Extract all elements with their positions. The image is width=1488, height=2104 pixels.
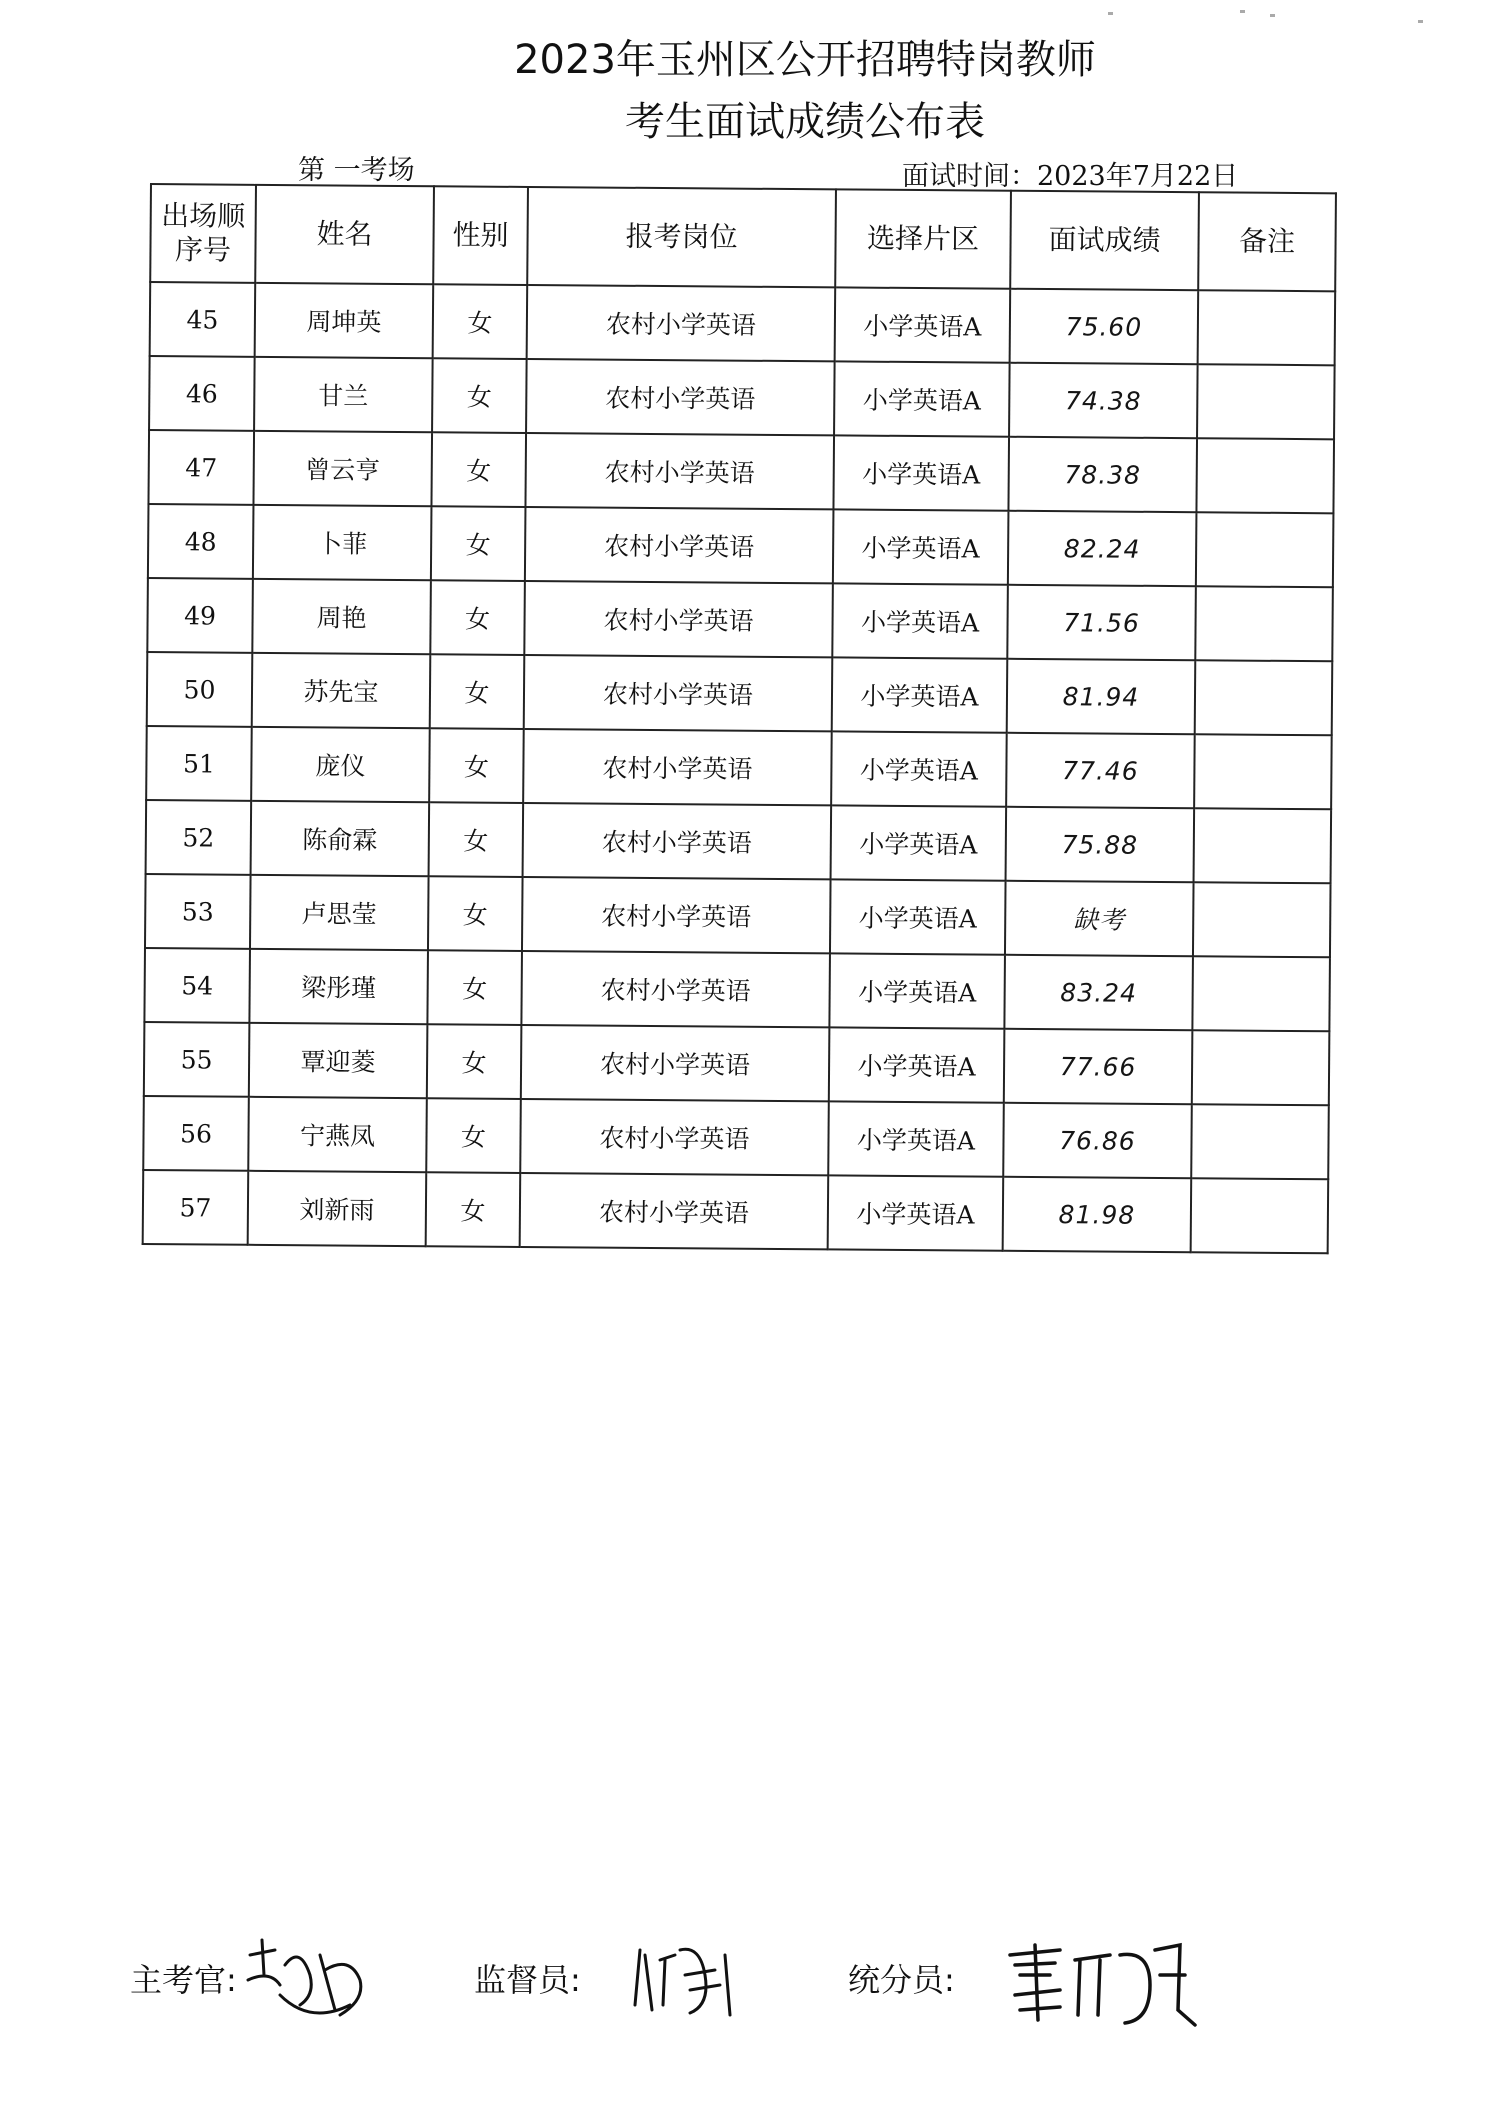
cell-name: 刘新雨: [248, 1171, 427, 1246]
cell-name: 庞仪: [251, 727, 430, 802]
cell-area: 小学英语A: [832, 583, 1008, 658]
score-table: [142, 183, 1337, 1254]
cell-note: [1197, 364, 1335, 439]
table-row: [145, 874, 1331, 957]
cell-gender: 女: [429, 728, 524, 803]
cell-area: 小学英语A: [828, 1175, 1004, 1250]
table-row: [146, 800, 1332, 883]
cell-seq: 47: [148, 430, 254, 505]
header-score: 面试成绩: [1010, 191, 1199, 290]
cell-seq: 52: [146, 800, 252, 875]
cell-score: 74.38: [1009, 363, 1198, 438]
cell-seq: 50: [147, 652, 253, 727]
cell-seq: 48: [148, 504, 254, 579]
cell-seq: 46: [149, 356, 255, 431]
cell-area: 小学英语A: [833, 509, 1009, 584]
cell-score: 75.88: [1006, 807, 1195, 882]
cell-position: 农村小学英语: [523, 803, 832, 879]
cell-name: 周艳: [252, 579, 431, 654]
table-row: [146, 726, 1332, 809]
cell-gender: 女: [430, 580, 525, 655]
header-area: 选择片区: [835, 189, 1011, 288]
cell-position: 农村小学英语: [521, 1025, 830, 1101]
table-row: [150, 282, 1336, 365]
cell-area: 小学英语A: [831, 805, 1007, 880]
cell-seq: 53: [145, 874, 251, 949]
cell-score: 76.86: [1003, 1103, 1192, 1178]
cell-name: 梁彤瑾: [249, 949, 428, 1024]
table-row: [144, 1022, 1330, 1105]
cell-name: 甘兰: [254, 357, 433, 432]
table-header-row: [150, 184, 1336, 291]
supervisor-signature: [630, 1935, 740, 2025]
cell-gender: 女: [430, 654, 525, 729]
table-row: [149, 356, 1335, 439]
scan-speck: [1270, 14, 1275, 17]
cell-gender: 女: [431, 506, 526, 581]
cell-name: 苏先宝: [252, 653, 431, 728]
table-row: [143, 1170, 1329, 1253]
header-position: 报考岗位: [527, 187, 836, 287]
cell-position: 农村小学英语: [520, 1173, 829, 1249]
cell-position: 农村小学英语: [522, 877, 831, 953]
cell-position: 农村小学英语: [525, 507, 834, 583]
cell-gender: 女: [432, 358, 527, 433]
cell-position: 农村小学英语: [524, 581, 833, 657]
cell-name: 卜菲: [253, 505, 432, 580]
table-row: [148, 504, 1334, 587]
document-title-line2: 考生面试成绩公布表: [625, 99, 985, 145]
cell-gender: 女: [433, 284, 528, 359]
header-seq: 出场顺序号: [150, 184, 256, 283]
cell-note: [1191, 1178, 1329, 1253]
supervisor-label: 监督员:: [474, 1961, 581, 1999]
cell-seq: 51: [146, 726, 252, 801]
cell-note: [1196, 438, 1334, 513]
cell-name: 卢思莹: [250, 875, 429, 950]
cell-position: 农村小学英语: [520, 1099, 829, 1175]
cell-score: 83.24: [1004, 955, 1193, 1030]
table-row: [144, 948, 1330, 1031]
cell-score: 81.94: [1007, 659, 1196, 734]
table-row: [148, 430, 1334, 513]
header-gender: 性别: [433, 186, 528, 285]
cell-note: [1192, 956, 1330, 1031]
cell-note: [1195, 586, 1333, 661]
cell-seq: 57: [143, 1170, 249, 1245]
cell-area: 小学英语A: [830, 879, 1006, 954]
chief-examiner-label: 主考官:: [130, 1961, 237, 1999]
cell-score: 75.60: [1010, 289, 1199, 364]
cell-score: 缺考: [1005, 881, 1194, 956]
cell-name: 宁燕凤: [248, 1097, 427, 1172]
cell-seq: 45: [150, 282, 256, 357]
cell-position: 农村小学英语: [525, 433, 834, 509]
cell-name: 曾云亨: [253, 431, 432, 506]
scan-speck: [1418, 20, 1423, 23]
cell-gender: 女: [427, 950, 522, 1025]
cell-note: [1196, 512, 1334, 587]
cell-area: 小学英语A: [829, 1027, 1005, 1102]
cell-area: 小学英语A: [828, 1101, 1004, 1176]
cell-note: [1193, 882, 1331, 957]
chief-examiner-signature: [240, 1935, 380, 2025]
table-row: [147, 578, 1333, 661]
cell-area: 小学英语A: [832, 657, 1008, 732]
scan-speck: [1108, 12, 1113, 15]
cell-position: 农村小学英语: [524, 655, 833, 731]
cell-position: 农村小学英语: [526, 359, 835, 435]
cell-area: 小学英语A: [834, 361, 1010, 436]
cell-note: [1198, 290, 1336, 365]
cell-score: 77.46: [1006, 733, 1195, 808]
cell-score: 82.24: [1008, 511, 1197, 586]
scorer-signature: [1000, 1935, 1200, 2035]
exam-venue: 第 一考场: [298, 155, 415, 186]
cell-position: 农村小学英语: [523, 729, 832, 805]
cell-area: 小学英语A: [829, 953, 1005, 1028]
cell-seq: 55: [144, 1022, 250, 1097]
cell-name: 陈俞霖: [251, 801, 430, 876]
cell-note: [1191, 1104, 1329, 1179]
cell-position: 农村小学英语: [521, 951, 830, 1027]
cell-gender: 女: [428, 876, 523, 951]
cell-seq: 56: [143, 1096, 249, 1171]
cell-seq: 54: [144, 948, 250, 1023]
cell-area: 小学英语A: [835, 287, 1011, 362]
cell-note: [1194, 734, 1332, 809]
table-row: [147, 652, 1333, 735]
cell-gender: 女: [427, 1024, 522, 1099]
cell-note: [1195, 660, 1333, 735]
scan-speck: [1240, 10, 1245, 13]
exam-time: 面试时间：2023年7月22日: [902, 161, 1239, 192]
cell-score: 71.56: [1007, 585, 1196, 660]
cell-name: 覃迎菱: [249, 1023, 428, 1098]
document-title-line1: 2023年玉州区公开招聘特岗教师: [514, 37, 1096, 83]
cell-gender: 女: [431, 432, 526, 507]
cell-area: 小学英语A: [833, 435, 1009, 510]
scorer-label: 统分员:: [848, 1961, 955, 1999]
cell-note: [1194, 808, 1332, 883]
cell-note: [1192, 1030, 1330, 1105]
cell-area: 小学英语A: [831, 731, 1007, 806]
cell-gender: 女: [426, 1098, 521, 1173]
header-name: 姓名: [255, 185, 434, 284]
cell-score: 78.38: [1008, 437, 1197, 512]
cell-seq: 49: [147, 578, 253, 653]
cell-score: 77.66: [1004, 1029, 1193, 1104]
cell-score: 81.98: [1003, 1177, 1192, 1252]
table-row: [143, 1096, 1329, 1179]
cell-position: 农村小学英语: [527, 285, 836, 361]
cell-name: 周坤英: [255, 283, 434, 358]
cell-gender: 女: [426, 1172, 521, 1247]
cell-gender: 女: [429, 802, 524, 877]
header-note: 备注: [1198, 192, 1336, 291]
